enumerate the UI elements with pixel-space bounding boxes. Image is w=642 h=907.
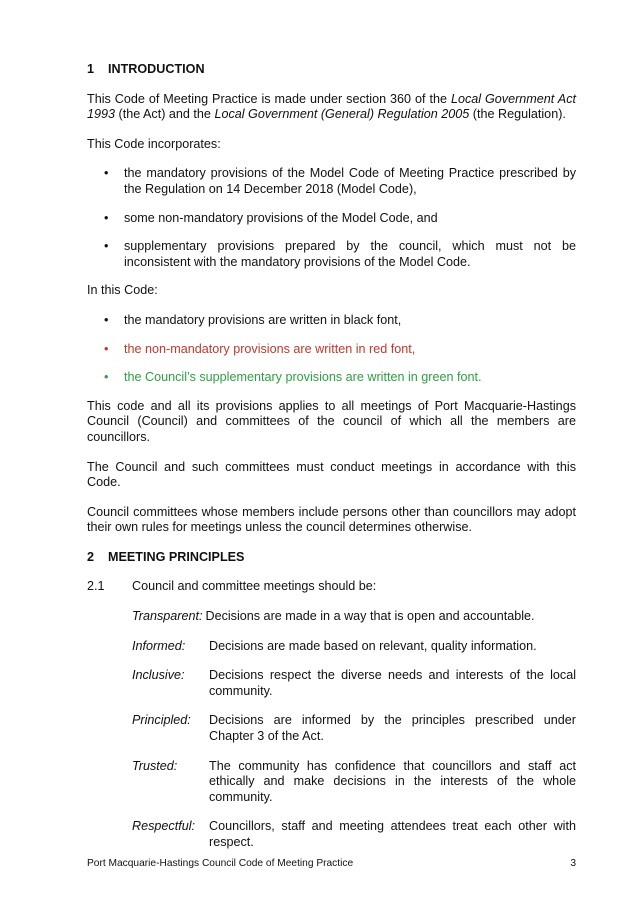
- principle-trusted: [132, 759, 576, 806]
- intro-text-2: (the Act) and the: [115, 107, 215, 122]
- document-page: [87, 62, 576, 865]
- section-1-heading: [87, 62, 576, 78]
- bullet-icon: •: [104, 312, 109, 327]
- intro-text-1: This Code of Meeting Practice is made under section 360 of the: [87, 91, 451, 106]
- incorporates-paragraph: This Code incorporates:: [87, 136, 221, 151]
- section-1-number: 1: [87, 62, 95, 76]
- principle-description: Decisions are made in a way that is open and accountable.: [205, 609, 535, 624]
- committees-paragraph: Council committees whose members include persons other than councillors may adopt their own rules for meetings unless the council determines otherwise.: [87, 504, 576, 535]
- list-item: [87, 239, 576, 270]
- bullet-icon: •: [104, 239, 109, 254]
- principle-term: Informed:: [132, 638, 186, 653]
- incorporates-list: [87, 166, 576, 270]
- bullet-icon: •: [104, 370, 109, 385]
- clause-number: 2.1: [87, 579, 105, 594]
- principle-term: Trusted:: [132, 758, 178, 773]
- principle-term: Inclusive:: [132, 668, 185, 683]
- principle-description: Decisions are informed by the principles prescribed under Chapter 3 of the Act.: [209, 713, 576, 744]
- list-item-text: the mandatory provisions are written in black font,: [124, 312, 402, 327]
- list-item-text: supplementary provisions prepared by the council, which must not be inconsistent with the mandatory provisions of the Model Code.: [124, 239, 576, 269]
- list-item-text: the mandatory provisions of the Model Code of Meeting Practice prescribed by the Regulation on 14 December 2018 (Model Code),: [124, 166, 576, 196]
- principle-term: Respectful:: [132, 819, 195, 834]
- list-item-green: [87, 370, 576, 386]
- clause-text: Council and committee meetings should be:: [132, 579, 377, 594]
- principle-informed: [132, 639, 576, 655]
- bullet-icon: •: [104, 341, 109, 356]
- principle-description: Decisions respect the diverse needs and interests of the local community.: [209, 668, 576, 698]
- in-this-code-paragraph: In this Code:: [87, 283, 158, 298]
- principle-term: Transparent:: [132, 609, 203, 624]
- principle-description: Decisions are made based on relevant, quality information.: [209, 638, 537, 653]
- section-2-heading: [87, 550, 576, 566]
- clause-2-1: [87, 579, 576, 595]
- section-2-number: 2: [87, 549, 95, 564]
- bullet-icon: •: [104, 210, 109, 225]
- page-footer: [87, 856, 576, 872]
- principle-transparent: [132, 609, 576, 625]
- font-colour-list: [87, 313, 576, 386]
- list-item: [87, 166, 576, 197]
- list-item-text: the non-mandatory provisions are written in red font,: [124, 341, 416, 356]
- bullet-icon: •: [104, 166, 109, 181]
- intro-text-3: (the Regulation).: [469, 107, 566, 122]
- conduct-paragraph: The Council and such committees must conduct meetings in accordance with this Code.: [87, 459, 576, 490]
- principle-principled: [132, 713, 576, 744]
- principle-inclusive: [132, 668, 576, 699]
- applies-paragraph: This code and all its provisions applies to all meetings of Port Macquarie-Hastings Council (Council) and committees of the council of which all the members are councillors.: [87, 398, 576, 444]
- list-item-text: some non-mandatory provisions of the Model Code, and: [124, 210, 438, 225]
- principle-description: Councillors, staff and meeting attendees treat each other with respect.: [209, 819, 576, 849]
- list-item-text: the Council’s supplementary provisions are written in green font.: [124, 370, 482, 385]
- list-item-red: [87, 342, 576, 358]
- principles-list: [132, 609, 576, 851]
- page-number: 3: [570, 858, 576, 869]
- section-1-title: INTRODUCTION: [108, 62, 205, 76]
- footer-title: Port Macquarie-Hastings Council Code of Meeting Practice: [87, 858, 354, 869]
- principle-term: Principled:: [132, 713, 191, 728]
- regulation-title: Local Government (General) Regulation 2005: [214, 107, 470, 122]
- intro-paragraph: [87, 92, 576, 123]
- list-item-black: [87, 313, 576, 329]
- act-title: Local Government Act 1993: [87, 91, 576, 122]
- list-item: [87, 211, 576, 227]
- section-2-title: MEETING PRINCIPLES: [108, 549, 245, 564]
- principle-description: The community has confidence that councillors and staff act ethically and make decisions in the interests of the whole community.: [209, 758, 576, 804]
- principle-respectful: [132, 819, 576, 850]
